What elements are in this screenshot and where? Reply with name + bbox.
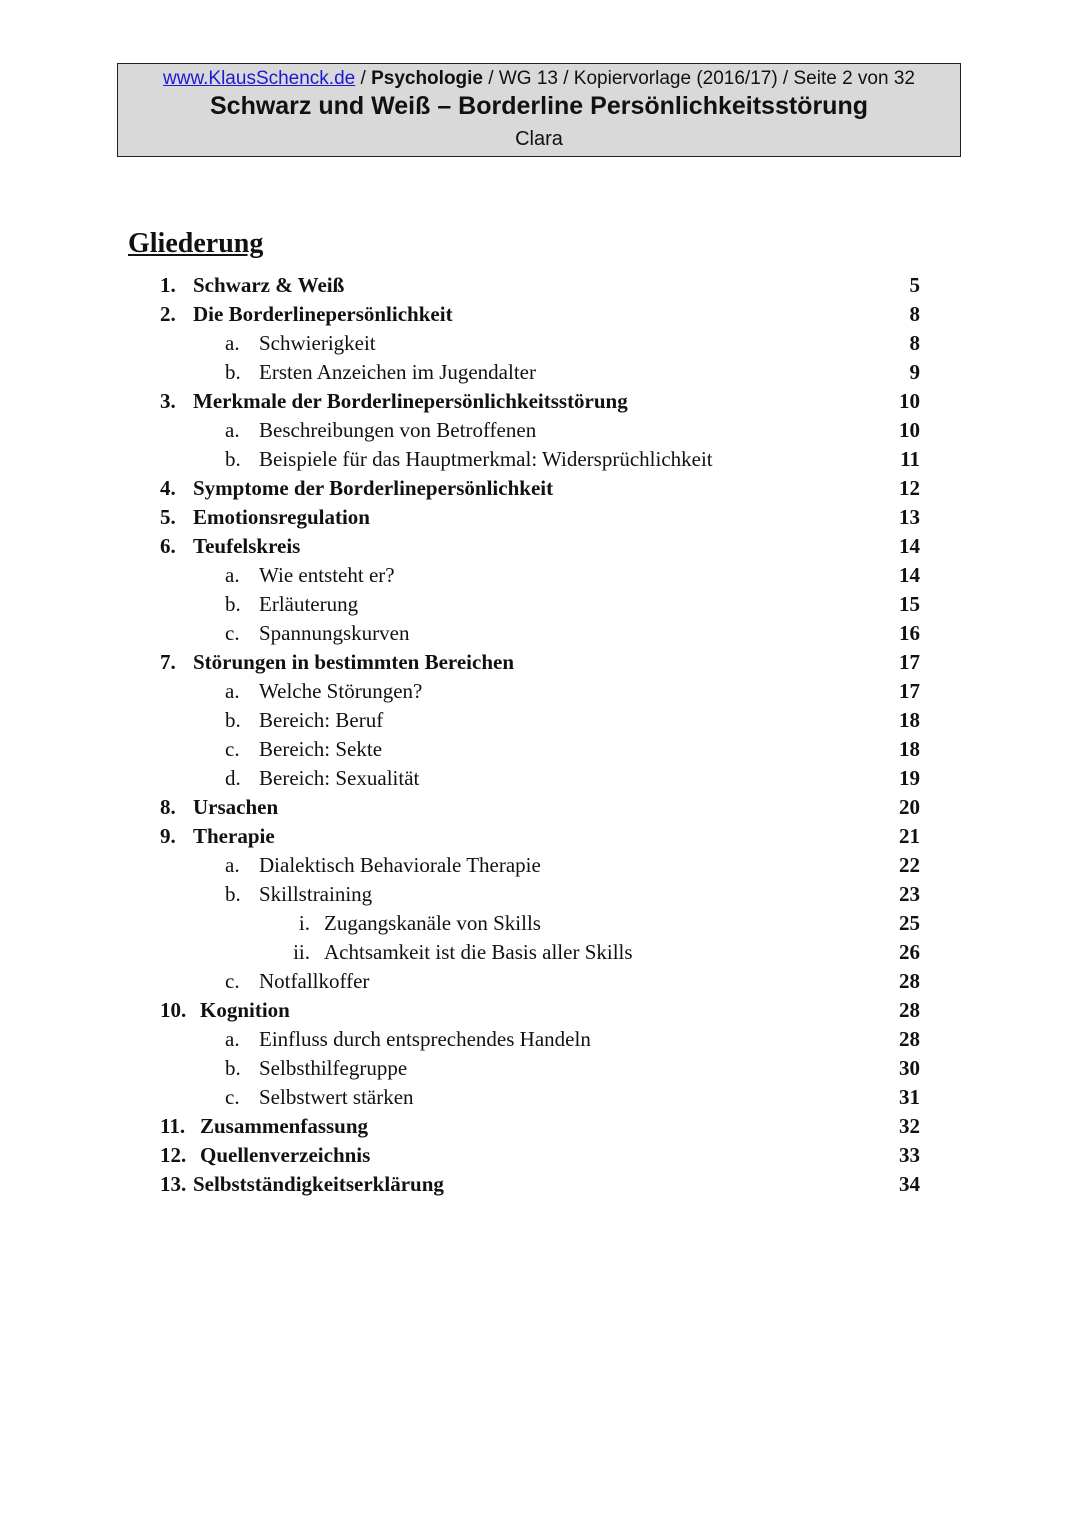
toc-page: 18 — [899, 737, 920, 761]
toc-number: c. — [225, 969, 240, 993]
toc-page: 21 — [899, 824, 920, 848]
toc-number: a. — [225, 853, 240, 877]
toc-page: 33 — [899, 1143, 920, 1167]
toc-text: Bereich: Sexualität — [259, 766, 420, 790]
toc-page: 25 — [899, 911, 920, 935]
toc-entry — [0, 1027, 1080, 1056]
toc-number: b. — [225, 882, 241, 906]
toc-entry — [0, 911, 1080, 940]
toc-number: ii. — [293, 940, 310, 964]
toc-entry — [0, 273, 1080, 302]
toc-entry — [0, 418, 1080, 447]
toc-text: Ersten Anzeichen im Jugendalter — [259, 360, 536, 384]
toc-number: 5. — [160, 505, 176, 529]
toc-entry — [0, 679, 1080, 708]
toc-entry — [0, 650, 1080, 679]
toc-page: 16 — [899, 621, 920, 645]
toc-number: a. — [225, 679, 240, 703]
toc-number: i. — [298, 911, 310, 935]
document-title: Schwarz und Weiß – Borderline Persönlichkeitsstörung — [209, 92, 868, 120]
toc-number: a. — [225, 418, 240, 442]
toc-text: Wie entsteht er? — [259, 563, 395, 587]
toc-entry — [0, 824, 1080, 853]
toc-entry — [0, 940, 1080, 969]
toc-number: 13. — [160, 1172, 187, 1196]
toc-entry — [0, 766, 1080, 795]
toc-number: d. — [225, 766, 241, 790]
toc-text: Skillstraining — [259, 882, 373, 906]
toc-number: 7. — [160, 650, 176, 674]
toc-entry — [0, 998, 1080, 1027]
toc-text: Symptome der Borderlinepersönlichkeit — [193, 476, 554, 500]
toc-page: 15 — [899, 592, 920, 616]
toc-text: Merkmale der Borderlinepersönlichkeitsstörung — [193, 389, 628, 413]
toc-text: Beispiele für das Hauptmerkmal: Widersprüchlichkeit — [259, 447, 713, 471]
toc-entry — [0, 708, 1080, 737]
author-name: Clara — [515, 128, 563, 150]
toc-entry — [0, 969, 1080, 998]
website-link[interactable]: www.KlausSchenck.de — [163, 68, 356, 89]
toc-number: b. — [225, 592, 241, 616]
toc-entry — [0, 534, 1080, 563]
document-header — [117, 63, 961, 157]
toc-entry — [0, 1056, 1080, 1085]
toc-text: Beschreibungen von Betroffenen — [259, 418, 537, 442]
toc-text: Bereich: Beruf — [259, 708, 384, 732]
toc-heading: Gliederung — [128, 228, 264, 259]
toc-number: 1. — [160, 273, 176, 297]
toc-number: c. — [225, 621, 240, 645]
toc-number: 10. — [160, 998, 187, 1022]
toc-text: Teufelskreis — [193, 534, 301, 558]
toc-text: Notfallkoffer — [259, 969, 370, 993]
toc-text: Spannungskurven — [259, 621, 410, 645]
toc-number: 11. — [160, 1114, 186, 1138]
toc-text: Ursachen — [193, 795, 279, 819]
toc-page: 10 — [899, 389, 920, 413]
toc-number: 2. — [160, 302, 176, 326]
toc-entry — [0, 737, 1080, 766]
toc-text: Selbsthilfegruppe — [259, 1056, 408, 1080]
toc-entry — [0, 1114, 1080, 1143]
toc-entry — [0, 447, 1080, 476]
header-separator: / — [355, 68, 372, 89]
toc-number: a. — [225, 1027, 240, 1051]
toc-page: 8 — [909, 331, 920, 355]
toc-number: 12. — [160, 1143, 187, 1167]
toc-text: Schwierigkeit — [259, 331, 376, 355]
toc-text: Achtsamkeit ist die Basis aller Skills — [324, 940, 633, 964]
toc-page: 14 — [899, 534, 920, 558]
toc-page: 32 — [899, 1114, 920, 1138]
toc-number: b. — [225, 360, 241, 384]
toc-text: Kognition — [200, 998, 290, 1022]
toc-text: Emotionsregulation — [193, 505, 370, 529]
toc-text: Bereich: Sekte — [259, 737, 383, 761]
toc-entry — [0, 592, 1080, 621]
toc-number: 8. — [160, 795, 176, 819]
toc-entry — [0, 1085, 1080, 1114]
toc-text: Zusammenfassung — [200, 1114, 369, 1138]
toc-text: Zugangskanäle von Skills — [324, 911, 541, 935]
toc-text: Quellenverzeichnis — [200, 1143, 371, 1167]
header-subject: Psychologie — [371, 68, 483, 89]
toc-text: Welche Störungen? — [259, 679, 423, 703]
toc-text: Einfluss durch entsprechendes Handeln — [259, 1027, 591, 1051]
toc-entry — [0, 563, 1080, 592]
toc-text: Dialektisch Behaviorale Therapie — [259, 853, 541, 877]
toc-page: 10 — [899, 418, 920, 442]
toc-entry — [0, 853, 1080, 882]
toc-entry — [0, 882, 1080, 911]
toc-number: 6. — [160, 534, 176, 558]
toc-text: Störungen in bestimmten Bereichen — [193, 650, 515, 674]
toc-number: 4. — [160, 476, 176, 500]
toc-page: 17 — [899, 650, 920, 674]
toc-number: a. — [225, 563, 240, 587]
toc-text: Therapie — [193, 824, 275, 848]
toc-page: 28 — [899, 969, 920, 993]
toc-page: 28 — [899, 998, 920, 1022]
toc-page: 18 — [899, 708, 920, 732]
toc-entry — [0, 1143, 1080, 1172]
toc-text: Schwarz & Weiß — [193, 273, 345, 297]
toc-entry — [0, 795, 1080, 824]
toc-entry — [0, 476, 1080, 505]
toc-entry — [0, 1172, 1080, 1201]
toc-text: Selbstständigkeitserklärung — [193, 1172, 444, 1196]
toc-page: 12 — [899, 476, 920, 500]
toc-page: 20 — [899, 795, 920, 819]
header-meta-rest: / WG 13 / Kopiervorlage (2016/17) / Seite 2 von 32 — [483, 68, 915, 89]
toc-entry — [0, 389, 1080, 418]
toc-page: 30 — [899, 1056, 920, 1080]
toc-page: 13 — [899, 505, 920, 529]
toc-entry — [0, 360, 1080, 389]
toc-number: b. — [225, 708, 241, 732]
toc-number: 3. — [160, 389, 176, 413]
toc-entry — [0, 621, 1080, 650]
toc-text: Selbstwert stärken — [259, 1085, 414, 1109]
toc-page: 19 — [899, 766, 920, 790]
toc-page: 11 — [900, 447, 920, 471]
toc-text: Die Borderlinepersönlichkeit — [193, 302, 453, 326]
toc-page: 14 — [899, 563, 920, 587]
toc-number: b. — [225, 447, 241, 471]
toc-number: a. — [225, 331, 240, 355]
toc-page: 28 — [899, 1027, 920, 1051]
toc-page: 9 — [909, 360, 920, 384]
toc-entry — [0, 505, 1080, 534]
toc-page: 34 — [899, 1172, 920, 1196]
toc-page: 8 — [909, 302, 920, 326]
toc-page: 26 — [899, 940, 920, 964]
toc-entry — [0, 331, 1080, 360]
toc-text: Erläuterung — [259, 592, 359, 616]
toc-page: 31 — [899, 1085, 920, 1109]
toc-number: c. — [225, 1085, 240, 1109]
header-meta-line — [118, 68, 960, 90]
toc-page: 17 — [899, 679, 920, 703]
toc-page: 23 — [899, 882, 920, 906]
toc-number: b. — [225, 1056, 241, 1080]
toc-number: 9. — [160, 824, 176, 848]
toc-number: c. — [225, 737, 240, 761]
toc-page: 22 — [899, 853, 920, 877]
toc-entry — [0, 302, 1080, 331]
toc-page: 5 — [909, 273, 920, 297]
